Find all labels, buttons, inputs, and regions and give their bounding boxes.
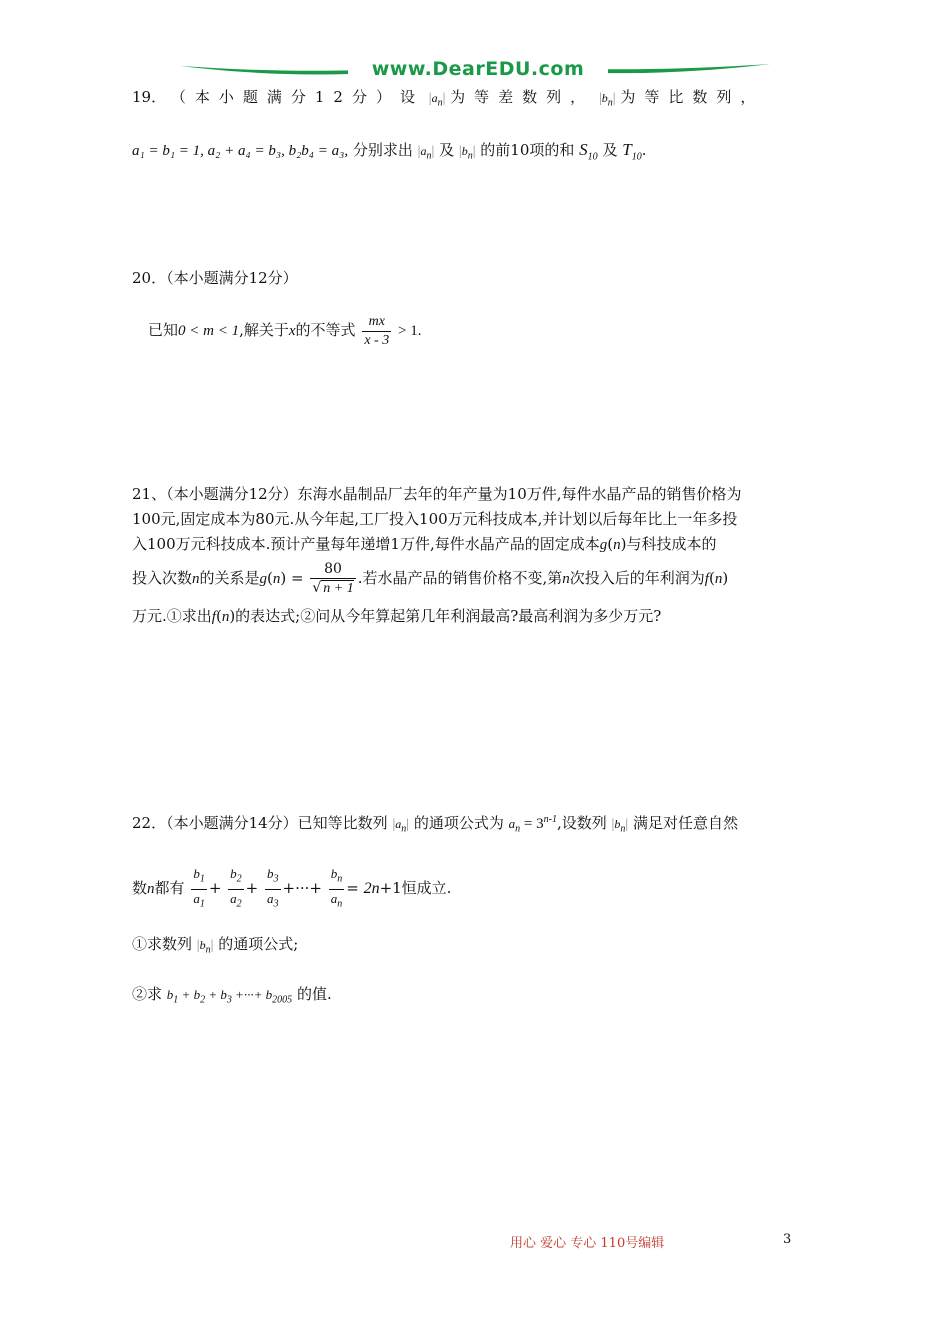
q19-intro: （本小题满分12分）设 bbox=[170, 88, 424, 106]
q19-condition: a₁ = b₁ = 1, a₂ + a₄ = b₃, b₂b₄ = a₃, bbox=[132, 143, 349, 159]
q19-text2: 为等比数列， bbox=[620, 88, 765, 106]
page-number: 3 bbox=[783, 1232, 792, 1247]
q21-line5: 万元.①求出f(n)的表达式;②问从今年算起第几年利润最高?最高利润为多少万元? bbox=[132, 607, 662, 625]
q21-line2: 100元,固定成本为80元.从今年起,工厂投入100万元科技成本,并计划以后每年比上一年多投 bbox=[132, 510, 738, 528]
q22-sub2: ②求 $b_1 + b_2 + b_3$ +···+ $b_{2005}$ 的值. bbox=[132, 985, 332, 1006]
q19-number: 19． bbox=[132, 88, 167, 106]
q21-line4: 投入次数n的关系是g(n) = $\frac{80}{√ n + 1}$ .若水晶产品的销售价格不变,第n次投入后的年利润为f(n) bbox=[132, 561, 729, 596]
q22-sub1: ①求数列 $|b_n|$ 的通项公式; bbox=[132, 935, 299, 956]
q19-line2: a₁ = b₁ = 1, a₂ + a₄ = b₃, b₂b₄ = a₃, 分别求出 $|a_n|$ 及 $|b_n|$ 的前10项的和 $S_{10}$ 及 $T_{10}$. bbox=[132, 140, 647, 163]
footer-text: 用心 爱心 专心 110号编辑 bbox=[510, 1236, 665, 1251]
q22-line1: 22．（本小题满分14分）已知等比数列 $|a_n|$ 的通项公式为 $a_n = 3^{n-1}$,设数列 $|b_n|$ 满足对任意自然 bbox=[132, 814, 738, 835]
q21-line3: 入100万元科技成本.预计产量每年递增1万件,每件水晶产品的固定成本g(n)与科技成本的 bbox=[132, 535, 717, 553]
q19-line1: 19． （本小题满分12分）设 $|a_n|$ 为等差数列， $|b_n|$ 为等比数列， bbox=[132, 88, 765, 109]
q21-line1: 21、（本小题满分12分）东海水晶制品厂去年的年产量为10万件,每件水晶产品的销售价格为 bbox=[132, 485, 742, 503]
q22-line2: 数n都有 $\frac{b_1}{a_1}$ + $\frac{b_2}{a_2}$ + $\frac{b_3}{a_3}$ +···+ $\frac{b_n}{a_n}$ = 2n+1恒成立. bbox=[132, 866, 452, 910]
q20-title: 20．（本小题满分12分） bbox=[132, 269, 298, 287]
q19-text1: 为等差数列， bbox=[450, 88, 595, 106]
q20-statement: 已知0 < m < 1,解关于x的不等式 $\frac{mx}{x - 3}$ > 1. bbox=[148, 313, 422, 348]
header-site-name[interactable]: www.DearEDU.com bbox=[348, 58, 608, 80]
